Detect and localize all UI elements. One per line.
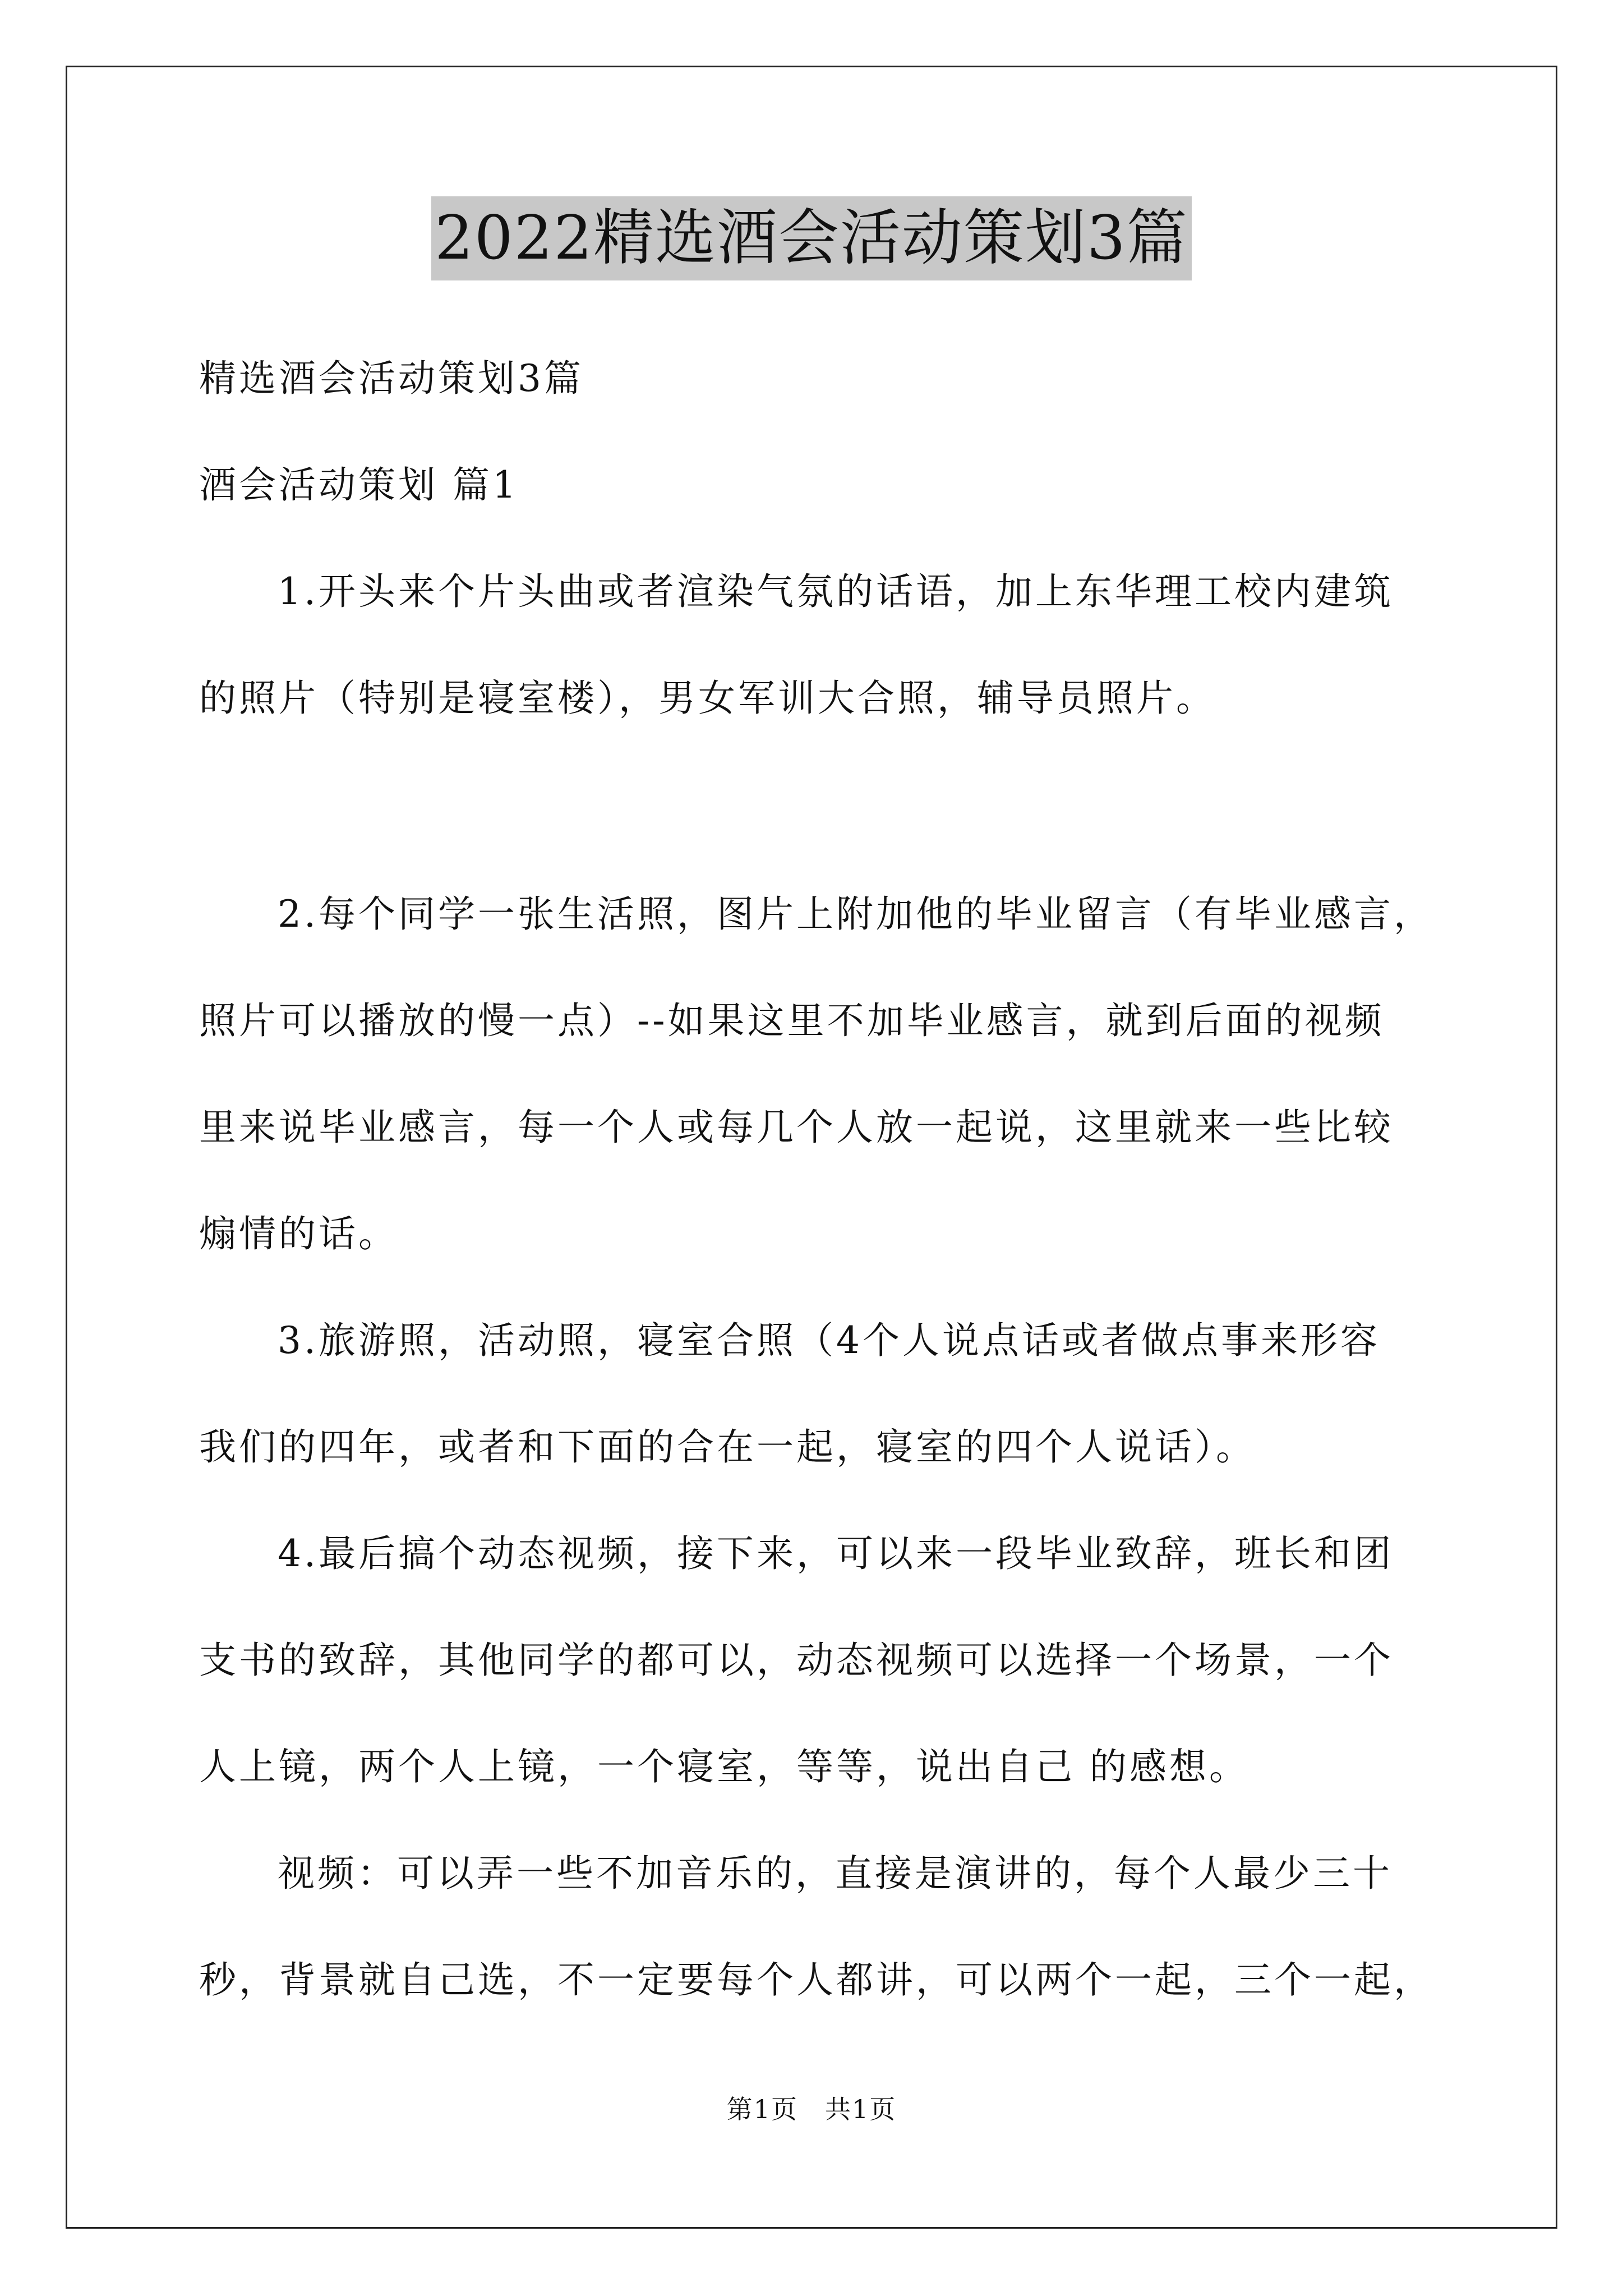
paragraph-line: 支书的致辞，其他同学的都可以，动态视频可以选择一个场景，一个: [199, 1639, 1394, 1682]
paragraph-line: 1.开头来个片头曲或者渲染气氛的话语，加上东华理工校内建筑: [278, 570, 1394, 613]
paragraph-line: 2.每个同学一张生活照，图片上附加他的毕业留言（有毕业感言，: [278, 892, 1433, 936]
paragraph-line: 的照片（特别是寝室楼），男女军训大合照，辅导员照片。: [199, 677, 1216, 720]
paragraph-line: 煽情的话。: [199, 1212, 398, 1255]
section-heading: 酒会活动策划 篇1: [199, 463, 519, 507]
subtitle-line: 精选酒会活动策划3篇: [199, 357, 584, 400]
paragraph-line: 照片可以播放的慢一点）--如果这里不加毕业感言，就到后面的视频: [199, 999, 1385, 1042]
document-title: 2022精选酒会活动策划3篇: [431, 196, 1192, 280]
paragraph-line: 人上镜，两个人上镜，一个寝室，等等，说出自己 的感想。: [199, 1745, 1249, 1788]
paragraph-line: 我们的四年，或者和下面的合在一起，寝室的四个人说话）。: [199, 1425, 1256, 1469]
paragraph-line: 视频：可以弄一些不加音乐的，直接是演讲的，每个人最少三十: [278, 1852, 1393, 1895]
paragraph-line: 秒，背景就自己选，不一定要每个人都讲，可以两个一起，三个一起，: [199, 1958, 1433, 2001]
title-container: [0, 196, 1623, 280]
paragraph-line: 里来说毕业感言，每一个人或每几个人放一起说，这里就来一些比较: [199, 1106, 1394, 1149]
paragraph-line: 3.旅游照，活动照，寝室合照（4个人说点话或者做点事来形容: [278, 1319, 1380, 1362]
page-footer: 第1页 共1页: [726, 2094, 897, 2124]
paragraph-line: 4.最后搞个动态视频，接下来，可以来一段毕业致辞，班长和团: [278, 1532, 1394, 1575]
